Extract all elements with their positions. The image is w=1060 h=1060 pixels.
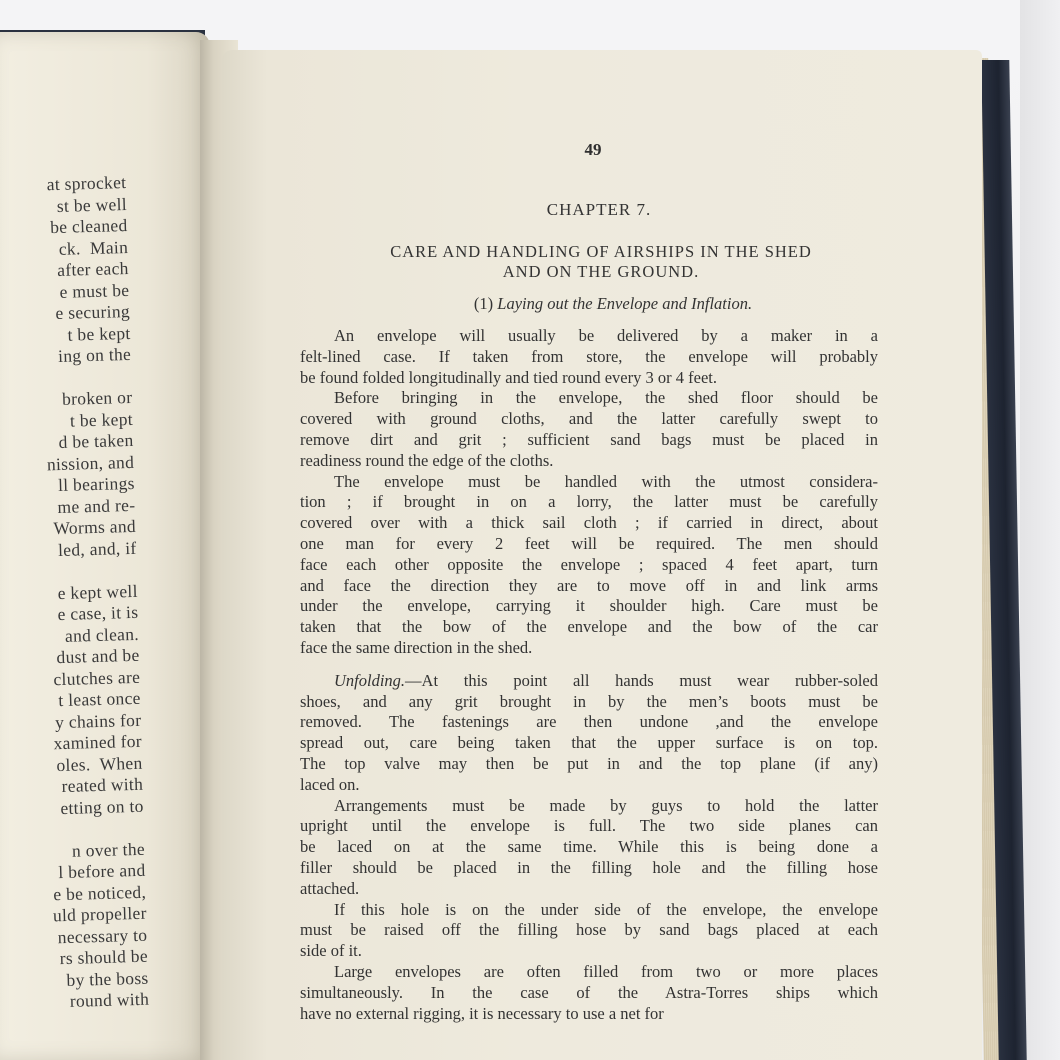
- left-page-line: ck. Main: [58, 236, 129, 259]
- left-page-line: reated with: [61, 773, 144, 797]
- left-page-line: and clean.: [64, 623, 140, 646]
- text-line: upright until the envelope is full. The two side planes can: [300, 816, 878, 836]
- paragraph: [300, 326, 878, 388]
- text-line: one man for every 2 feet will be required. The men should: [300, 533, 878, 553]
- text-line: removed. The fastenings are then undone ,and the envelope: [300, 712, 878, 732]
- text-line: under the envelope, carrying it shoulder high. Care must be: [300, 596, 878, 616]
- section-heading: [324, 242, 878, 282]
- left-page-line: ing on the: [57, 343, 132, 366]
- text-line: The top valve may then be put in and the top plane (if any): [300, 753, 878, 773]
- left-page: [0, 32, 210, 1060]
- left-page-line: oles. When: [56, 752, 143, 775]
- section-heading-line-1: CARE AND HANDLING OF AIRSHIPS IN THE SHED: [390, 242, 812, 261]
- paragraph: [300, 900, 878, 962]
- paragraph: [300, 472, 878, 659]
- left-page-line: e must be: [59, 279, 130, 302]
- left-page-line: e kept well: [57, 580, 138, 603]
- left-page-line: d be taken: [58, 429, 134, 452]
- text-line: remove dirt and grit ; sufficient sand bags must be placed in: [300, 429, 878, 449]
- text-line: attached.: [300, 878, 360, 898]
- chapter-title: CHAPTER 7.: [546, 200, 652, 219]
- paragraph-gap: [300, 659, 878, 671]
- left-page-text: [0, 172, 149, 1019]
- left-page-line: t be kept: [67, 322, 131, 345]
- left-page-line: e securing: [55, 300, 131, 324]
- text-line: be found folded longitudinally and tied round every 3 or 4 feet.: [300, 367, 717, 387]
- text-line: Arrangements must be made by guys to hold the latter: [334, 795, 878, 815]
- text-line: have no external rigging, it is necessary to use a net for: [300, 1003, 664, 1023]
- text-line: readiness round the edge of the cloths.: [300, 450, 554, 470]
- text-line: tion ; if brought in on a lorry, the latter must be carefully: [300, 492, 878, 512]
- left-page-line: uld propeller: [52, 902, 147, 926]
- text-line: If this hole is on the under side of the envelope, the envelope: [334, 899, 878, 919]
- background-surface: [1020, 0, 1060, 1060]
- text-line: face each other opposite the envelope ; spaced 4 feet apart, turn: [300, 554, 878, 574]
- body-text: [300, 326, 878, 1024]
- text-line: covered with ground cloths, and the latter carefully swept to: [300, 409, 878, 429]
- text-line: laced on.: [300, 774, 360, 794]
- paragraph: [300, 796, 878, 900]
- left-page-line: by the boss: [66, 967, 149, 990]
- left-page-line: ll bearings: [57, 472, 135, 496]
- left-page-line: dust and be: [56, 644, 140, 668]
- left-page-line: n over the: [71, 838, 146, 861]
- text-line: An envelope will usually be delivered by a maker in a: [334, 326, 878, 345]
- left-page-line: t least once: [58, 687, 141, 711]
- text-line: be laced on at the same time. While this is being done a: [300, 837, 878, 857]
- left-page-line: round with: [69, 988, 150, 1011]
- left-page-line: necessary to: [57, 924, 148, 947]
- text-line: must be raised off the filling hose by sand bags placed at each: [300, 920, 878, 940]
- left-page-line: t be kept: [69, 408, 134, 431]
- paragraph: [300, 962, 878, 1024]
- left-page-line: after each: [56, 257, 129, 280]
- text-line: side of it.: [300, 941, 362, 961]
- text-line: covered over with a thick sail cloth ; if carried in direct, about: [300, 513, 878, 533]
- left-page-line: st be well: [56, 193, 128, 216]
- left-page-line: etting on to: [60, 795, 144, 818]
- left-page-line: rs should be: [59, 945, 149, 969]
- left-page-line: be cleaned: [49, 214, 128, 238]
- subsection-number: (1): [473, 294, 494, 313]
- text-line: Before bringing in the envelope, the shed floor should be: [334, 388, 878, 408]
- left-page-line: xamined for: [53, 730, 143, 754]
- left-page-line: at sprocket: [46, 172, 127, 195]
- text-line: Large envelopes are often filled from two or more places: [334, 961, 878, 981]
- text-line: taken that the bow of the envelope and the bow of the car: [300, 617, 878, 637]
- text-line: simultaneously. In the case of the Astra-Torres ships which: [300, 982, 878, 1002]
- text-line: and face the direction they are to move off in and link arms: [300, 575, 878, 595]
- text-line: filler should be placed in the filling hole and the filling hose: [300, 857, 878, 877]
- left-page-line: e case, it is: [57, 601, 139, 625]
- left-page-line: Worms and: [53, 515, 137, 539]
- text-line: The envelope must be handled with the utmost considera-: [334, 471, 878, 491]
- text-line: face the same direction in the shed.: [300, 637, 533, 657]
- text-line: felt-lined case. If taken from store, the envelope will probably: [300, 346, 878, 366]
- left-page-line: e be noticed,: [53, 881, 147, 904]
- subsection-title: Laying out the Envelope and Inflation.: [497, 294, 753, 313]
- left-page-line: clutches are: [53, 666, 141, 689]
- text-line-content: —At this point all hands must wear rubber-soled: [405, 670, 878, 690]
- text-line: shoes, and any grit brought in by the men’s boots must be: [300, 691, 878, 711]
- left-page-line: led, and, if: [57, 537, 137, 560]
- right-page-content: [300, 140, 878, 1024]
- subsection-heading: [348, 294, 878, 316]
- text-line: spread out, care being taken that the upper surface is on top.: [300, 733, 878, 753]
- left-page-line: l before and: [58, 859, 146, 883]
- paragraph-lead-italic: Unfolding.: [334, 670, 406, 690]
- paragraph: [300, 388, 878, 471]
- left-page-line: broken or: [61, 386, 133, 409]
- paragraph: [300, 671, 878, 796]
- section-heading-line-2: AND ON THE GROUND.: [502, 262, 700, 281]
- left-page-line: nission, and: [46, 451, 135, 474]
- left-page-line: y chains for: [54, 709, 142, 732]
- text-line: [300, 671, 878, 692]
- page-number: 49: [584, 140, 602, 159]
- left-page-line: me and re-: [57, 494, 136, 517]
